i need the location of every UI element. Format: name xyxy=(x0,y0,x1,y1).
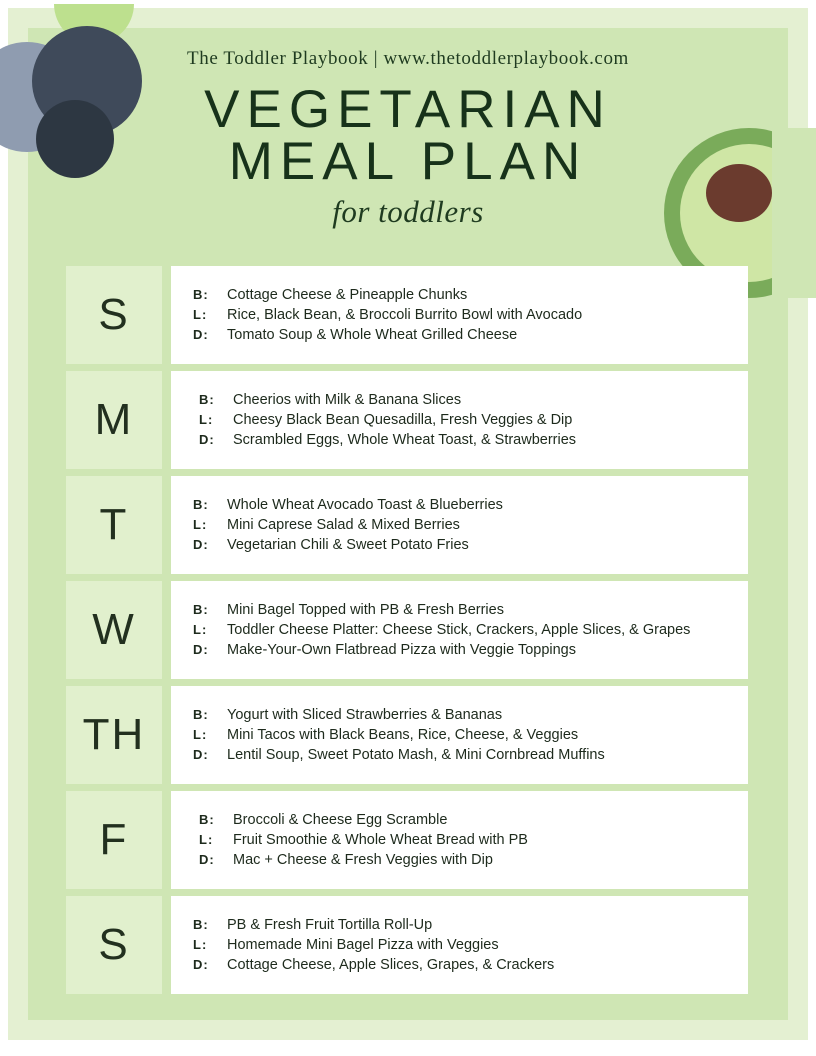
meal-breakfast xyxy=(193,915,732,935)
meal-dinner xyxy=(193,745,732,765)
meals-saturday xyxy=(171,896,748,994)
breakfast-text: Broccoli & Cheese Egg Scramble xyxy=(233,812,448,828)
page-title-line2: MEAL PLAN xyxy=(228,131,588,191)
page-title xyxy=(28,80,788,191)
lunch-text: Rice, Black Bean, & Broccoli Burrito Bowl with Avocado xyxy=(227,307,583,323)
meal-dinner xyxy=(199,430,732,450)
breakfast-label: B: xyxy=(199,392,215,407)
meal-dinner xyxy=(199,850,732,870)
brand-line: The Toddler Playbook | www.thetoddlerplaybook.com xyxy=(187,48,629,69)
meal-breakfast xyxy=(193,495,732,515)
dinner-text: Make-Your-Own Flatbread Pizza with Veggie Toppings xyxy=(227,642,576,658)
page-subtitle: for toddlers xyxy=(332,193,484,229)
meal-lunch xyxy=(193,515,732,535)
breakfast-label: B: xyxy=(193,707,209,722)
day-letter-text: TH xyxy=(82,710,146,759)
breakfast-label: B: xyxy=(199,812,215,827)
day-letter-saturday xyxy=(66,896,162,994)
lunch-text: Fruit Smoothie & Whole Wheat Bread with PB xyxy=(233,832,528,848)
breakfast-text: Whole Wheat Avocado Toast & Blueberries xyxy=(227,497,503,513)
dinner-label: D: xyxy=(193,957,209,972)
weekly-meal-plan-table xyxy=(66,266,748,1001)
dinner-label: D: xyxy=(199,852,215,867)
table-row-saturday xyxy=(66,896,748,994)
meal-lunch xyxy=(199,830,732,850)
dinner-text: Scrambled Eggs, Whole Wheat Toast, & Strawberries xyxy=(233,432,577,448)
dinner-label: D: xyxy=(199,432,215,447)
day-letter-text: S xyxy=(98,920,130,969)
table-row-tuesday xyxy=(66,476,748,574)
lunch-label: L: xyxy=(193,307,208,322)
day-letter-text: M xyxy=(94,395,134,444)
breakfast-label: B: xyxy=(193,602,209,617)
meal-lunch xyxy=(193,305,732,325)
day-letter-text: S xyxy=(98,290,130,339)
dinner-label: D: xyxy=(193,747,209,762)
meals-tuesday xyxy=(171,476,748,574)
lunch-text: Cheesy Black Bean Quesadilla, Fresh Veggies & Dip xyxy=(233,412,573,428)
breakfast-label: B: xyxy=(193,287,209,302)
page-title-line1: VEGETARIAN xyxy=(204,80,612,139)
day-letter-friday xyxy=(66,791,162,889)
dinner-label: D: xyxy=(193,537,209,552)
lunch-text: Toddler Cheese Platter: Cheese Stick, Crackers, Apple Slices, & Grapes xyxy=(227,622,691,638)
meal-dinner xyxy=(193,955,732,975)
dinner-label: D: xyxy=(193,642,209,657)
breakfast-text: Cheerios with Milk & Banana Slices xyxy=(233,392,462,408)
day-letter-thursday xyxy=(66,686,162,784)
lunch-label: L: xyxy=(199,412,214,427)
lunch-text: Mini Tacos with Black Beans, Rice, Cheese, & Veggies xyxy=(227,727,579,743)
table-row-friday xyxy=(66,791,748,889)
breakfast-text: Cottage Cheese & Pineapple Chunks xyxy=(227,287,468,303)
meal-breakfast xyxy=(193,705,732,725)
lunch-label: L: xyxy=(193,937,208,952)
day-letter-text: W xyxy=(92,605,136,654)
breakfast-text: PB & Fresh Fruit Tortilla Roll-Up xyxy=(227,917,433,933)
breakfast-label: B: xyxy=(193,917,209,932)
meal-lunch xyxy=(199,410,732,430)
table-row-wednesday xyxy=(66,581,748,679)
table-row-thursday xyxy=(66,686,748,784)
lunch-label: L: xyxy=(193,517,208,532)
day-letter-tuesday xyxy=(66,476,162,574)
dinner-label: D: xyxy=(193,327,209,342)
dinner-text: Lentil Soup, Sweet Potato Mash, & Mini Cornbread Muffins xyxy=(227,747,605,763)
meal-breakfast xyxy=(199,810,732,830)
lunch-label: L: xyxy=(193,622,208,637)
day-letter-sunday xyxy=(66,266,162,364)
meal-lunch xyxy=(193,725,732,745)
table-row-sunday xyxy=(66,266,748,364)
day-letter-monday xyxy=(66,371,162,469)
lunch-text: Mini Caprese Salad & Mixed Berries xyxy=(227,517,460,533)
meal-breakfast xyxy=(193,285,732,305)
meal-breakfast xyxy=(199,390,732,410)
dinner-text: Cottage Cheese, Apple Slices, Grapes, & Crackers xyxy=(227,957,555,973)
day-letter-text: F xyxy=(99,815,129,864)
breakfast-label: B: xyxy=(193,497,209,512)
meal-dinner xyxy=(193,535,732,555)
page-header xyxy=(28,48,788,230)
lunch-text: Homemade Mini Bagel Pizza with Veggies xyxy=(227,937,499,953)
meals-thursday xyxy=(171,686,748,784)
meals-wednesday xyxy=(171,581,748,679)
breakfast-text: Yogurt with Sliced Strawberries & Bananas xyxy=(227,707,503,723)
meal-dinner xyxy=(193,325,732,345)
meals-monday xyxy=(171,371,748,469)
meal-lunch xyxy=(193,620,732,640)
dinner-text: Mac + Cheese & Fresh Veggies with Dip xyxy=(233,852,493,868)
day-letter-text: T xyxy=(99,500,129,549)
table-row-monday xyxy=(66,371,748,469)
meal-dinner xyxy=(193,640,732,660)
dinner-text: Tomato Soup & Whole Wheat Grilled Cheese xyxy=(227,327,518,343)
day-letter-wednesday xyxy=(66,581,162,679)
meals-friday xyxy=(171,791,748,889)
breakfast-text: Mini Bagel Topped with PB & Fresh Berries xyxy=(227,602,504,618)
meal-breakfast xyxy=(193,600,732,620)
lunch-label: L: xyxy=(199,832,214,847)
meal-lunch xyxy=(193,935,732,955)
lunch-label: L: xyxy=(193,727,208,742)
meals-sunday xyxy=(171,266,748,364)
dinner-text: Vegetarian Chili & Sweet Potato Fries xyxy=(227,537,469,553)
